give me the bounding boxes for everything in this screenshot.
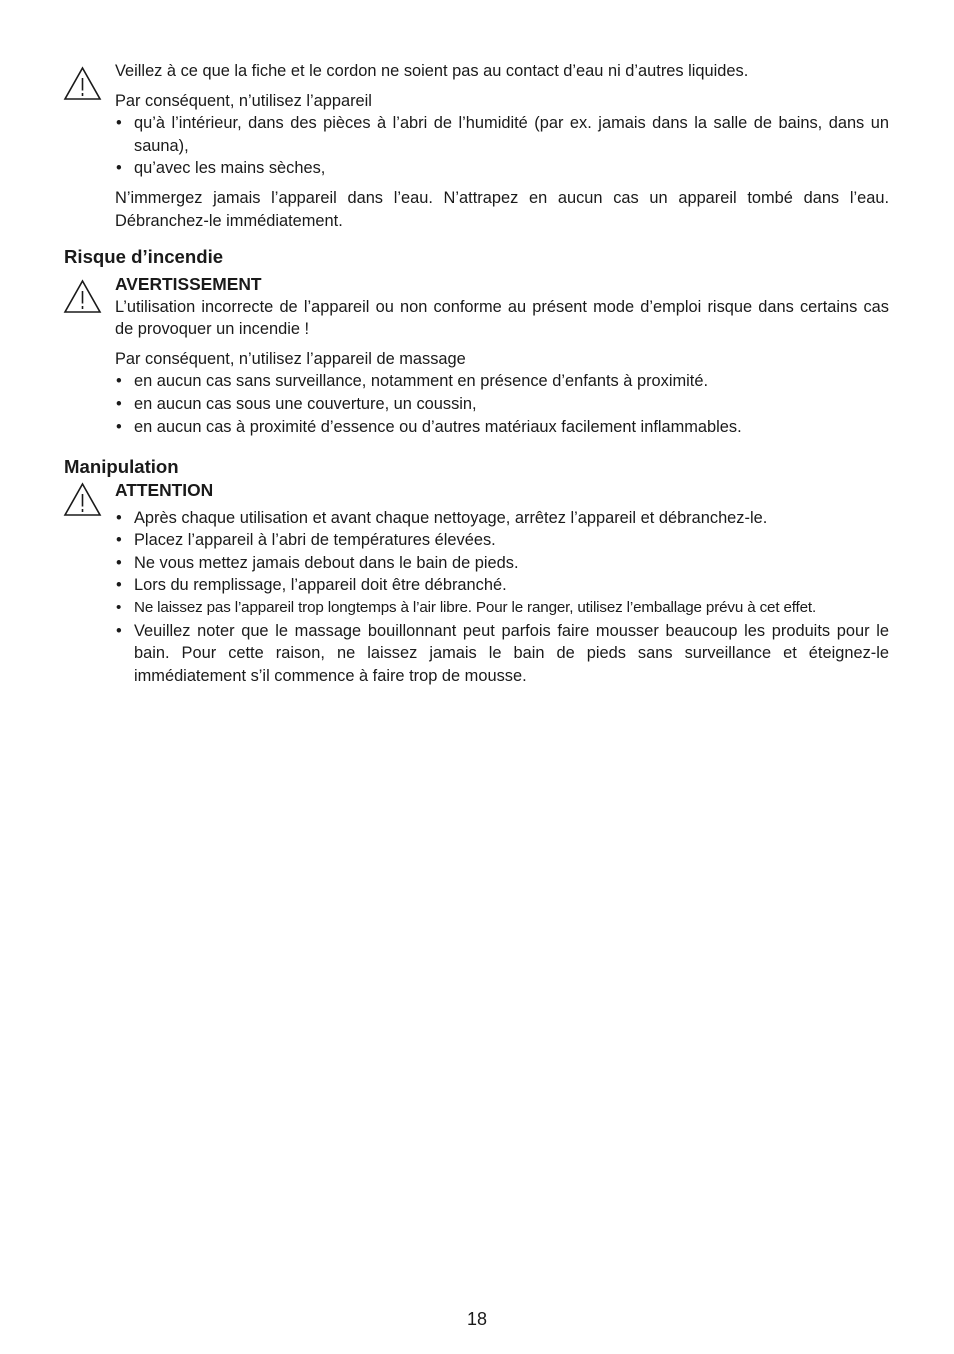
handling-bullet-list bbox=[115, 507, 889, 688]
fire-warning-text: L’utilisation incorrecte de l’appareil ou non conforme au présent mode d’emploi risque dans certains cas de provoquer un incendie ! bbox=[115, 297, 889, 339]
warning-triangle-icon bbox=[63, 66, 102, 101]
list-item: • Lors du remplissage, l’appareil doit être débranché. bbox=[115, 574, 889, 597]
list-item: • en aucun cas sans surveillance, notamment en présence d’enfants à proximité. bbox=[115, 370, 889, 393]
list-item: • qu’à l’intérieur, dans des pièces à l’abri de l’humidité (par ex. jamais dans la salle de bains, dans un sauna), bbox=[115, 112, 889, 157]
list-item: • Veuillez noter que le massage bouillonnant peut parfois faire mousser beaucoup les produits pour le bain. Pour cette raison, ne laissez jamais le bain de pieds sans surveillance et éteignez-le immédiatement s’il commence à faire trop de mousse. bbox=[115, 620, 889, 688]
list-item: • Placez l’appareil à l’abri de températures élevées. bbox=[115, 529, 889, 552]
handling-heading: Manipulation bbox=[64, 456, 179, 477]
page-number: 18 bbox=[466, 1309, 488, 1329]
list-item: • qu’avec les mains sèches, bbox=[115, 157, 889, 180]
section-handling bbox=[115, 479, 889, 687]
fire-risk-heading: Risque d’incendie bbox=[64, 246, 224, 267]
water-intro-text: Veillez à ce que la fiche et le cordon ne soient pas au contact d’eau ni d’autres liquides. bbox=[115, 62, 749, 80]
list-item: • en aucun cas sous une couverture, un coussin, bbox=[115, 393, 889, 416]
water-closing-text: N’immergez jamais l’appareil dans l’eau. N’attrapez en aucun cas un appareil tombé dans l’eau. Débranchez-le immédiatement. bbox=[115, 188, 889, 230]
list-item: • en aucun cas à proximité d’essence ou d’autres matériaux facilement inflammables. bbox=[115, 416, 889, 439]
attention-label: ATTENTION bbox=[115, 480, 214, 500]
list-item: • Ne laissez pas l’appareil trop longtemps à l’air libre. Pour le ranger, utilisez l’emballage prévu à cet effet. bbox=[115, 597, 889, 620]
fire-lead-text: Par conséquent, n’utilisez l’appareil de massage bbox=[115, 349, 466, 368]
warning-triangle-icon bbox=[63, 279, 102, 314]
section-water-safety bbox=[115, 60, 889, 232]
water-lead-text: Par conséquent, n’utilisez l’appareil bbox=[115, 91, 372, 110]
list-item: • Ne vous mettez jamais debout dans le bain de pieds. bbox=[115, 552, 889, 575]
warning-label: AVERTISSEMENT bbox=[115, 274, 262, 294]
fire-bullet-list bbox=[115, 370, 889, 438]
warning-triangle-icon bbox=[63, 482, 102, 517]
section-fire-risk bbox=[115, 273, 889, 438]
list-item: • Après chaque utilisation et avant chaque nettoyage, arrêtez l’appareil et débranchez-le. bbox=[115, 507, 889, 530]
water-bullet-list bbox=[115, 112, 889, 180]
